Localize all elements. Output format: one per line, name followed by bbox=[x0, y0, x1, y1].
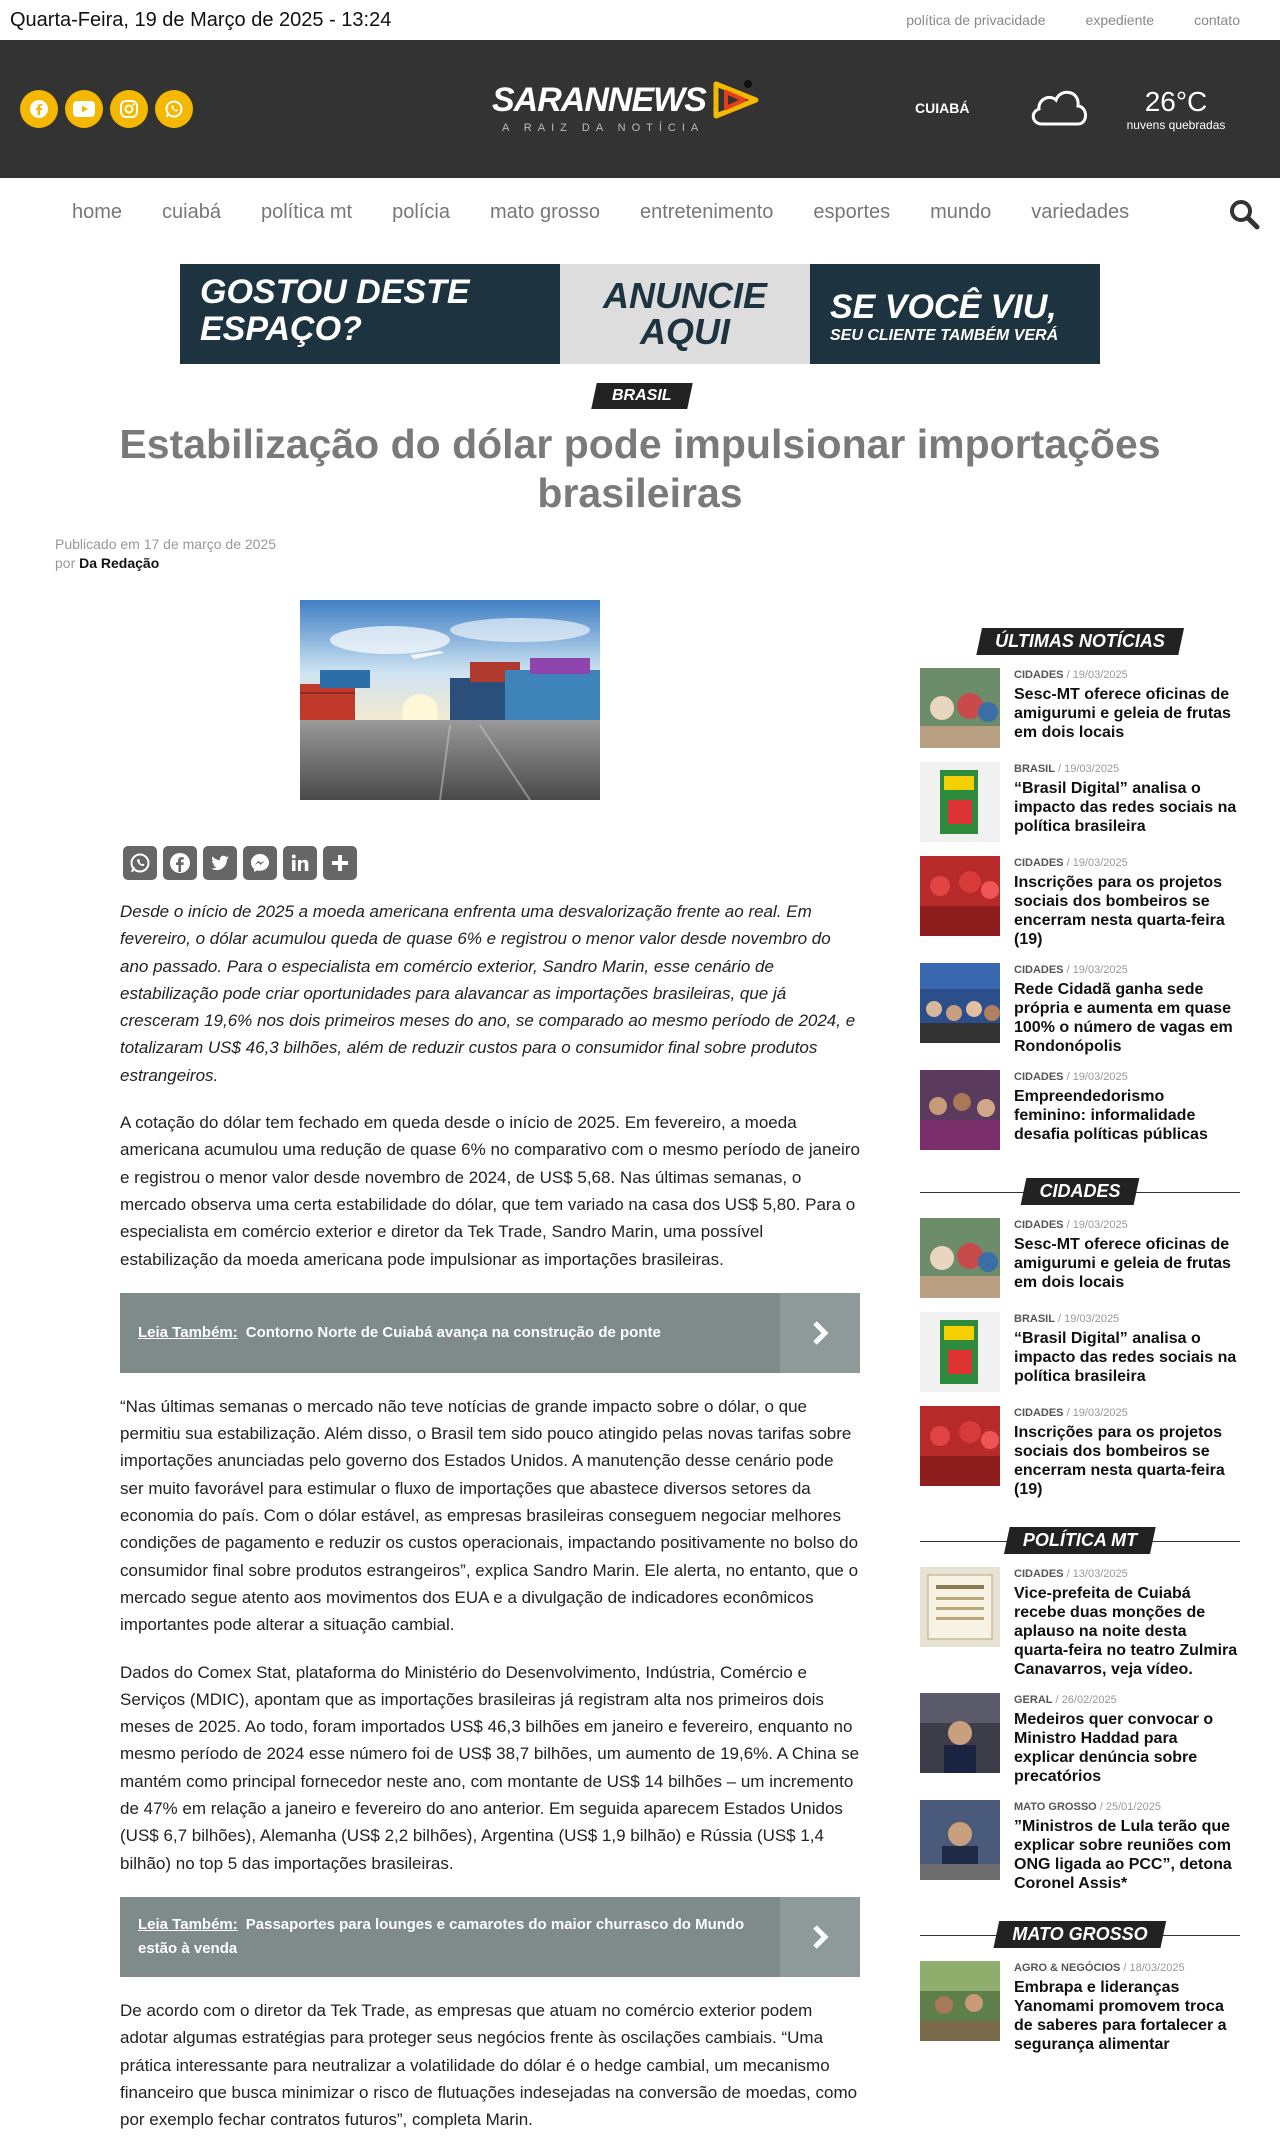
section-label[interactable]: CIDADES bbox=[1021, 1178, 1140, 1205]
article-paragraph: Dados do Comex Stat, plataforma do Ministério do Desenvolvimento, Indústria, Comércio e Serviços (MDIC), apontam que as importações brasileiras já registram alta nos primeiros dois meses de 2025. Ao todo, foram importados US$ 46,3 bilhões em janeiro e fevereiro, enquanto no mesmo período de 2024 esse número foi de US$ 38,7 bilhões, um aumento de 19,6%. A China se mantém como principal fornecedor neste ano, com montante de US$ 14 bilhões – um incremento de 47% em relação a janeiro e fevereiro do ano anterior. Em seguida aparecem Estados Unidos (US$ 6,7 bilhões), Alemanha (US$ 2,2 bilhões), Argentina (US$ 1,9 bilhão) e Rússia (US$ 1,4 bilhão) no top 5 das importações brasileiras. bbox=[120, 1662, 860, 1873]
share-messenger-icon[interactable] bbox=[243, 846, 277, 880]
author-prefix: por bbox=[55, 555, 76, 571]
section-label[interactable]: MATO GROSSO bbox=[993, 1921, 1166, 1948]
article-body bbox=[120, 898, 860, 2141]
cloud-icon bbox=[1028, 84, 1090, 133]
instagram-icon[interactable] bbox=[110, 90, 148, 128]
news-item[interactable]: CIDADES / 19/03/2025 Sesc-MT oferece oficinas de amigurumi e geleia de frutas em dois locais bbox=[920, 1218, 1240, 1298]
facebook-icon[interactable] bbox=[20, 90, 58, 128]
news-item[interactable]: MATO GROSSO / 25/01/2025 ”Ministros de Lula terão que explicar sobre reuniões com ONG ligada ao PCC”, detona Coronel Assis* bbox=[920, 1800, 1240, 1893]
news-item[interactable]: CIDADES / 19/03/2025 Inscrições para os projetos sociais dos bombeiros se encerram nesta quarta-feira (19) bbox=[920, 1406, 1240, 1499]
news-thumbnail[interactable] bbox=[920, 1406, 1000, 1486]
top-links bbox=[906, 12, 1270, 28]
news-thumbnail[interactable] bbox=[920, 1800, 1000, 1880]
sidebar-section-header bbox=[920, 1921, 1240, 1951]
article-hero-image bbox=[300, 600, 600, 800]
link-privacy-policy[interactable]: política de privacidade bbox=[906, 12, 1046, 28]
share-twitter-icon[interactable] bbox=[203, 846, 237, 880]
news-category[interactable]: CIDADES bbox=[1014, 1568, 1064, 1580]
nav-item-mato-grosso[interactable]: mato grosso bbox=[489, 200, 600, 223]
news-category[interactable]: CIDADES bbox=[1014, 1071, 1064, 1083]
article-paragraph: “Nas últimas semanas o mercado não teve notícias de grande impacto sobre o dólar, o que permitiu sua estabilização. Além disso, o Brasil tem sido pouco atingido pelas novas tarifas sobre importações anunciadas pelo governo dos Estados Unidos. A manutenção desse cenário pode ser muito favorável para estimular o fluxo de importações que abastece diversos setores da economia do país. Com o dólar estável, as empresas brasileiras conseguem negociar melhores condições de pagamento e reduzir os custos operacionais, impactando positivamente no bolso do consumidor final sobre produtos estrangeiros”, explica Sandro Marin. Ele alerta, no entanto, que o mercado segue atento aos movimentos dos EUA e a divulgação de indicadores econômicos importantes pode alterar a situação cambial. bbox=[120, 1396, 859, 1635]
news-date: 19/03/2025 bbox=[1072, 964, 1128, 976]
news-date: 25/01/2025 bbox=[1105, 1801, 1161, 1813]
news-date: 19/03/2025 bbox=[1072, 1071, 1128, 1083]
news-title[interactable]: “Brasil Digital” analisa o impacto das redes sociais na política brasileira bbox=[1014, 1330, 1237, 1385]
news-category[interactable]: BRASIL bbox=[1014, 763, 1055, 775]
news-thumbnail[interactable] bbox=[920, 668, 1000, 748]
news-date: 19/03/2025 bbox=[1064, 1313, 1120, 1325]
weather-description: nuvens quebradas bbox=[1126, 118, 1226, 132]
logo-tagline: A RAIZ DA NOTÍCIA bbox=[502, 122, 705, 134]
news-date: 19/03/2025 bbox=[1072, 1407, 1128, 1419]
news-thumbnail[interactable] bbox=[920, 1070, 1000, 1150]
news-title[interactable]: Inscrições para os projetos sociais dos bombeiros se encerram nesta quarta-feira (19) bbox=[1014, 1424, 1225, 1498]
news-category[interactable]: CIDADES bbox=[1014, 1407, 1064, 1419]
site-header bbox=[0, 40, 1280, 178]
nav-item-mundo[interactable]: mundo bbox=[930, 200, 992, 223]
share-linkedin-icon[interactable] bbox=[283, 846, 317, 880]
news-thumbnail[interactable] bbox=[920, 1312, 1000, 1392]
news-category[interactable]: AGRO & NEGÓCIOS bbox=[1014, 1962, 1121, 1974]
whatsapp-icon[interactable] bbox=[155, 90, 193, 128]
news-date: 26/02/2025 bbox=[1061, 1694, 1117, 1706]
chevron-right-icon[interactable] bbox=[780, 1293, 860, 1373]
article-lead: Desde o início de 2025 a moeda americana enfrenta uma desvalorização frente ao real. Em fevereiro, o dólar acumulou queda de quase 6% e registrou o menor valor desde novembro do ano passado. Para o especialista em comércio exterior, Sandro Marin, esse cenário de estabilização pode criar oportunidades para alavancar as importações brasileiras, que já cresceram 19,6% nos dois primeiros meses do ano, se comparado ao mesmo período de 2024, e totalizaram US$ 46,3 bilhões, além de reduzir custos para o consumidor final sobre produtos estrangeiros. bbox=[120, 902, 856, 1085]
nav-item-cuiaba[interactable]: cuiabá bbox=[162, 200, 221, 223]
news-item[interactable]: AGRO & NEGÓCIOS / 18/03/2025 Embrapa e lideranças Yanomami promovem troca de saberes para fortalecer a segurança alimentar bbox=[920, 1961, 1240, 2054]
weather-temp bbox=[1126, 86, 1226, 132]
news-item[interactable]: GERAL / 26/02/2025 Medeiros quer convocar o Ministro Haddad para explicar denúncia sobre precatórios bbox=[920, 1693, 1240, 1786]
nav-item-variedades[interactable]: variedades bbox=[1031, 200, 1130, 223]
social-links bbox=[20, 90, 193, 128]
sidebar bbox=[920, 628, 1240, 2068]
youtube-icon[interactable] bbox=[65, 90, 103, 128]
news-category[interactable]: CIDADES bbox=[1014, 964, 1064, 976]
news-date: 19/03/2025 bbox=[1072, 669, 1128, 681]
news-title[interactable]: Embrapa e lideranças Yanomami promovem troca de saberes para fortalecer a segurança alimentar bbox=[1014, 1979, 1227, 2053]
read-also-link[interactable]: Passaportes para lounges e camarotes do maior churrasco do Mundo estão à venda bbox=[138, 1915, 745, 1957]
logo-brand: SARANNEWS bbox=[492, 80, 706, 119]
news-category[interactable]: MATO GROSSO bbox=[1014, 1801, 1097, 1813]
share-more-icon[interactable] bbox=[323, 846, 357, 880]
link-contact[interactable]: contato bbox=[1194, 12, 1240, 28]
current-date: Quarta-Feira, 19 de Março de 2025 - 13:24 bbox=[10, 8, 392, 31]
share-whatsapp-icon[interactable] bbox=[123, 846, 157, 880]
read-also-text bbox=[120, 1293, 780, 1373]
sidebar-section-header bbox=[920, 1527, 1240, 1557]
news-item[interactable]: CIDADES / 19/03/2025 Empreendedorismo feminino: informalidade desafia políticas públicas bbox=[920, 1070, 1240, 1150]
news-title[interactable]: Sesc-MT oferece oficinas de amigurumi e geleia de frutas em dois locais bbox=[1014, 1236, 1231, 1291]
news-thumbnail[interactable] bbox=[920, 1961, 1000, 2041]
banner-headline: SE VOCÊ VIU, bbox=[830, 288, 1057, 326]
sidebar-section-header bbox=[920, 628, 1240, 658]
news-thumbnail[interactable] bbox=[920, 1218, 1000, 1298]
news-category[interactable]: CIDADES bbox=[1014, 1219, 1064, 1231]
news-title[interactable]: “Brasil Digital” analisa o impacto das redes sociais na política brasileira bbox=[1014, 780, 1237, 835]
news-date: 19/03/2025 bbox=[1064, 763, 1120, 775]
read-also-box[interactable] bbox=[120, 1293, 860, 1373]
temperature: 26°C bbox=[1144, 86, 1208, 117]
news-item[interactable]: BRASIL / 19/03/2025 “Brasil Digital” analisa o impacto das redes sociais na política brasileira bbox=[920, 1312, 1240, 1392]
news-category[interactable]: CIDADES bbox=[1014, 857, 1064, 869]
share-facebook-icon[interactable] bbox=[163, 846, 197, 880]
top-bar bbox=[0, 0, 1280, 40]
search-icon[interactable] bbox=[1228, 198, 1260, 235]
news-title[interactable]: Medeiros quer convocar o Ministro Haddad para explicar denúncia sobre precatórios bbox=[1014, 1711, 1214, 1785]
chevron-right-icon[interactable] bbox=[780, 1897, 860, 1977]
article-category-badge[interactable]: BRASIL bbox=[591, 383, 692, 409]
share-buttons bbox=[123, 846, 357, 880]
section-label[interactable]: ÚLTIMAS NOTÍCIAS bbox=[976, 628, 1183, 655]
article-paragraph: A cotação do dólar tem fechado em queda desde o início de 2025. Em fevereiro, a moeda americana acumulou uma redução de quase 6% no comparativo com o mesmo período de janeiro e registrou o menor valor desde novembro de 2024, de US$ 5,68. Nas últimas semanas, o mercado observa uma certa estabilidade do dólar, que tem variado na casa dos US$ 5,80. Para o especialista em comércio exterior e diretor da Tek Trade, Sandro Marin, uma possível estabilização da moeda americana pode impulsionar as importações brasileiras. bbox=[120, 1113, 860, 1269]
banner-part-2: ANUNCIE AQUI bbox=[560, 264, 810, 364]
news-category[interactable]: BRASIL bbox=[1014, 1313, 1055, 1325]
published-date: Publicado em 17 de março de 2025 bbox=[55, 536, 277, 552]
news-title[interactable]: Vice-prefeita de Cuiabá recebe duas monções de aplauso na noite desta quarta-feira no teatro Zulmira Canavarros, veja vídeo. bbox=[1014, 1585, 1238, 1678]
site-logo[interactable] bbox=[492, 78, 792, 138]
news-item[interactable]: CIDADES / 19/03/2025 Rede Cidadã ganha sede própria e aumenta em quase 100% o número de vagas em Rondonópolis bbox=[920, 963, 1240, 1056]
news-thumbnail[interactable] bbox=[920, 1567, 1000, 1647]
news-category[interactable]: GERAL bbox=[1014, 1694, 1053, 1706]
news-thumbnail[interactable] bbox=[920, 762, 1000, 842]
nav-item-policia[interactable]: polícia bbox=[392, 200, 450, 223]
news-date: 13/03/2025 bbox=[1072, 1568, 1128, 1580]
nav-item-esportes[interactable]: esportes bbox=[813, 200, 891, 223]
news-item[interactable]: CIDADES / 19/03/2025 Inscrições para os projetos sociais dos bombeiros se encerram nesta quarta-feira (19) bbox=[920, 856, 1240, 949]
news-title[interactable]: Sesc-MT oferece oficinas de amigurumi e geleia de frutas em dois locais bbox=[1014, 686, 1231, 741]
ad-banner[interactable] bbox=[180, 264, 1100, 364]
banner-subline: SEU CLIENTE TAMBÉM VERÁ bbox=[830, 327, 1059, 344]
link-expediente[interactable]: expediente bbox=[1085, 12, 1155, 28]
weather-city: CUIABÁ bbox=[915, 100, 970, 116]
read-also-box[interactable] bbox=[120, 1897, 860, 1977]
news-category[interactable]: CIDADES bbox=[1014, 669, 1064, 681]
article-meta bbox=[55, 535, 276, 573]
nav-item-entretenimento[interactable]: entretenimento bbox=[640, 200, 774, 223]
read-also-label: Leia Também: bbox=[138, 1915, 238, 1933]
logo-play-icon bbox=[708, 78, 768, 122]
nav-item-politica-mt[interactable]: política mt bbox=[260, 200, 353, 223]
news-item[interactable]: CIDADES / 19/03/2025 Sesc-MT oferece oficinas de amigurumi e geleia de frutas em dois locais bbox=[920, 668, 1240, 748]
read-also-label: Leia Também: bbox=[138, 1323, 238, 1341]
news-thumbnail[interactable] bbox=[920, 1693, 1000, 1773]
article-title: Estabilização do dólar pode impulsionar importações brasileiras bbox=[119, 421, 1161, 516]
news-date: 19/03/2025 bbox=[1072, 1219, 1128, 1231]
news-thumbnail[interactable] bbox=[920, 963, 1000, 1043]
banner-part-3 bbox=[810, 264, 1100, 364]
news-thumbnail[interactable] bbox=[920, 856, 1000, 936]
news-date: 18/03/2025 bbox=[1129, 1962, 1185, 1974]
read-also-link[interactable]: Contorno Norte de Cuiabá avança na construção de ponte bbox=[245, 1323, 661, 1341]
author-name[interactable]: Da Redação bbox=[79, 555, 160, 571]
main-nav bbox=[0, 178, 1280, 246]
news-item[interactable]: CIDADES / 13/03/2025 Vice-prefeita de Cuiabá recebe duas monções de aplauso na noite desta quarta-feira no teatro Zulmira Canavarros, veja vídeo. bbox=[920, 1567, 1240, 1679]
banner-part-1: GOSTOU DESTE ESPAÇO? bbox=[180, 264, 560, 364]
news-title[interactable]: Rede Cidadã ganha sede própria e aumenta em quase 100% o número de vagas em Rondonópolis bbox=[1014, 981, 1233, 1055]
nav-item-home[interactable]: home bbox=[72, 200, 123, 223]
news-item[interactable]: BRASIL / 19/03/2025 “Brasil Digital” analisa o impacto das redes sociais na política brasileira bbox=[920, 762, 1240, 842]
news-title[interactable]: Empreendedorismo feminino: informalidade desafia políticas públicas bbox=[1014, 1088, 1208, 1143]
article-paragraph: De acordo com o diretor da Tek Trade, as empresas que atuam no comércio exterior podem adotar algumas estratégias para proteger seus negócios frente às oscilações cambiais. “Uma prática interessante para neutralizar a volatilidade do dólar é o hedge cambial, um mecanismo financeiro que busca minimizar o risco de flutuações indesejadas na conversão de moedas, como por exemplo fechar contratos futuros”, completa Marin. bbox=[120, 2000, 858, 2130]
sidebar-section-header bbox=[920, 1178, 1240, 1208]
read-also-text bbox=[120, 1897, 780, 1977]
news-date: 19/03/2025 bbox=[1072, 857, 1128, 869]
section-label[interactable]: POLÍTICA MT bbox=[1004, 1527, 1156, 1554]
news-title[interactable]: Inscrições para os projetos sociais dos bombeiros se encerram nesta quarta-feira (19) bbox=[1014, 874, 1225, 948]
news-title[interactable]: ”Ministros de Lula terão que explicar sobre reuniões com ONG ligada ao PCC”, detona Coronel Assis* bbox=[1014, 1818, 1232, 1892]
